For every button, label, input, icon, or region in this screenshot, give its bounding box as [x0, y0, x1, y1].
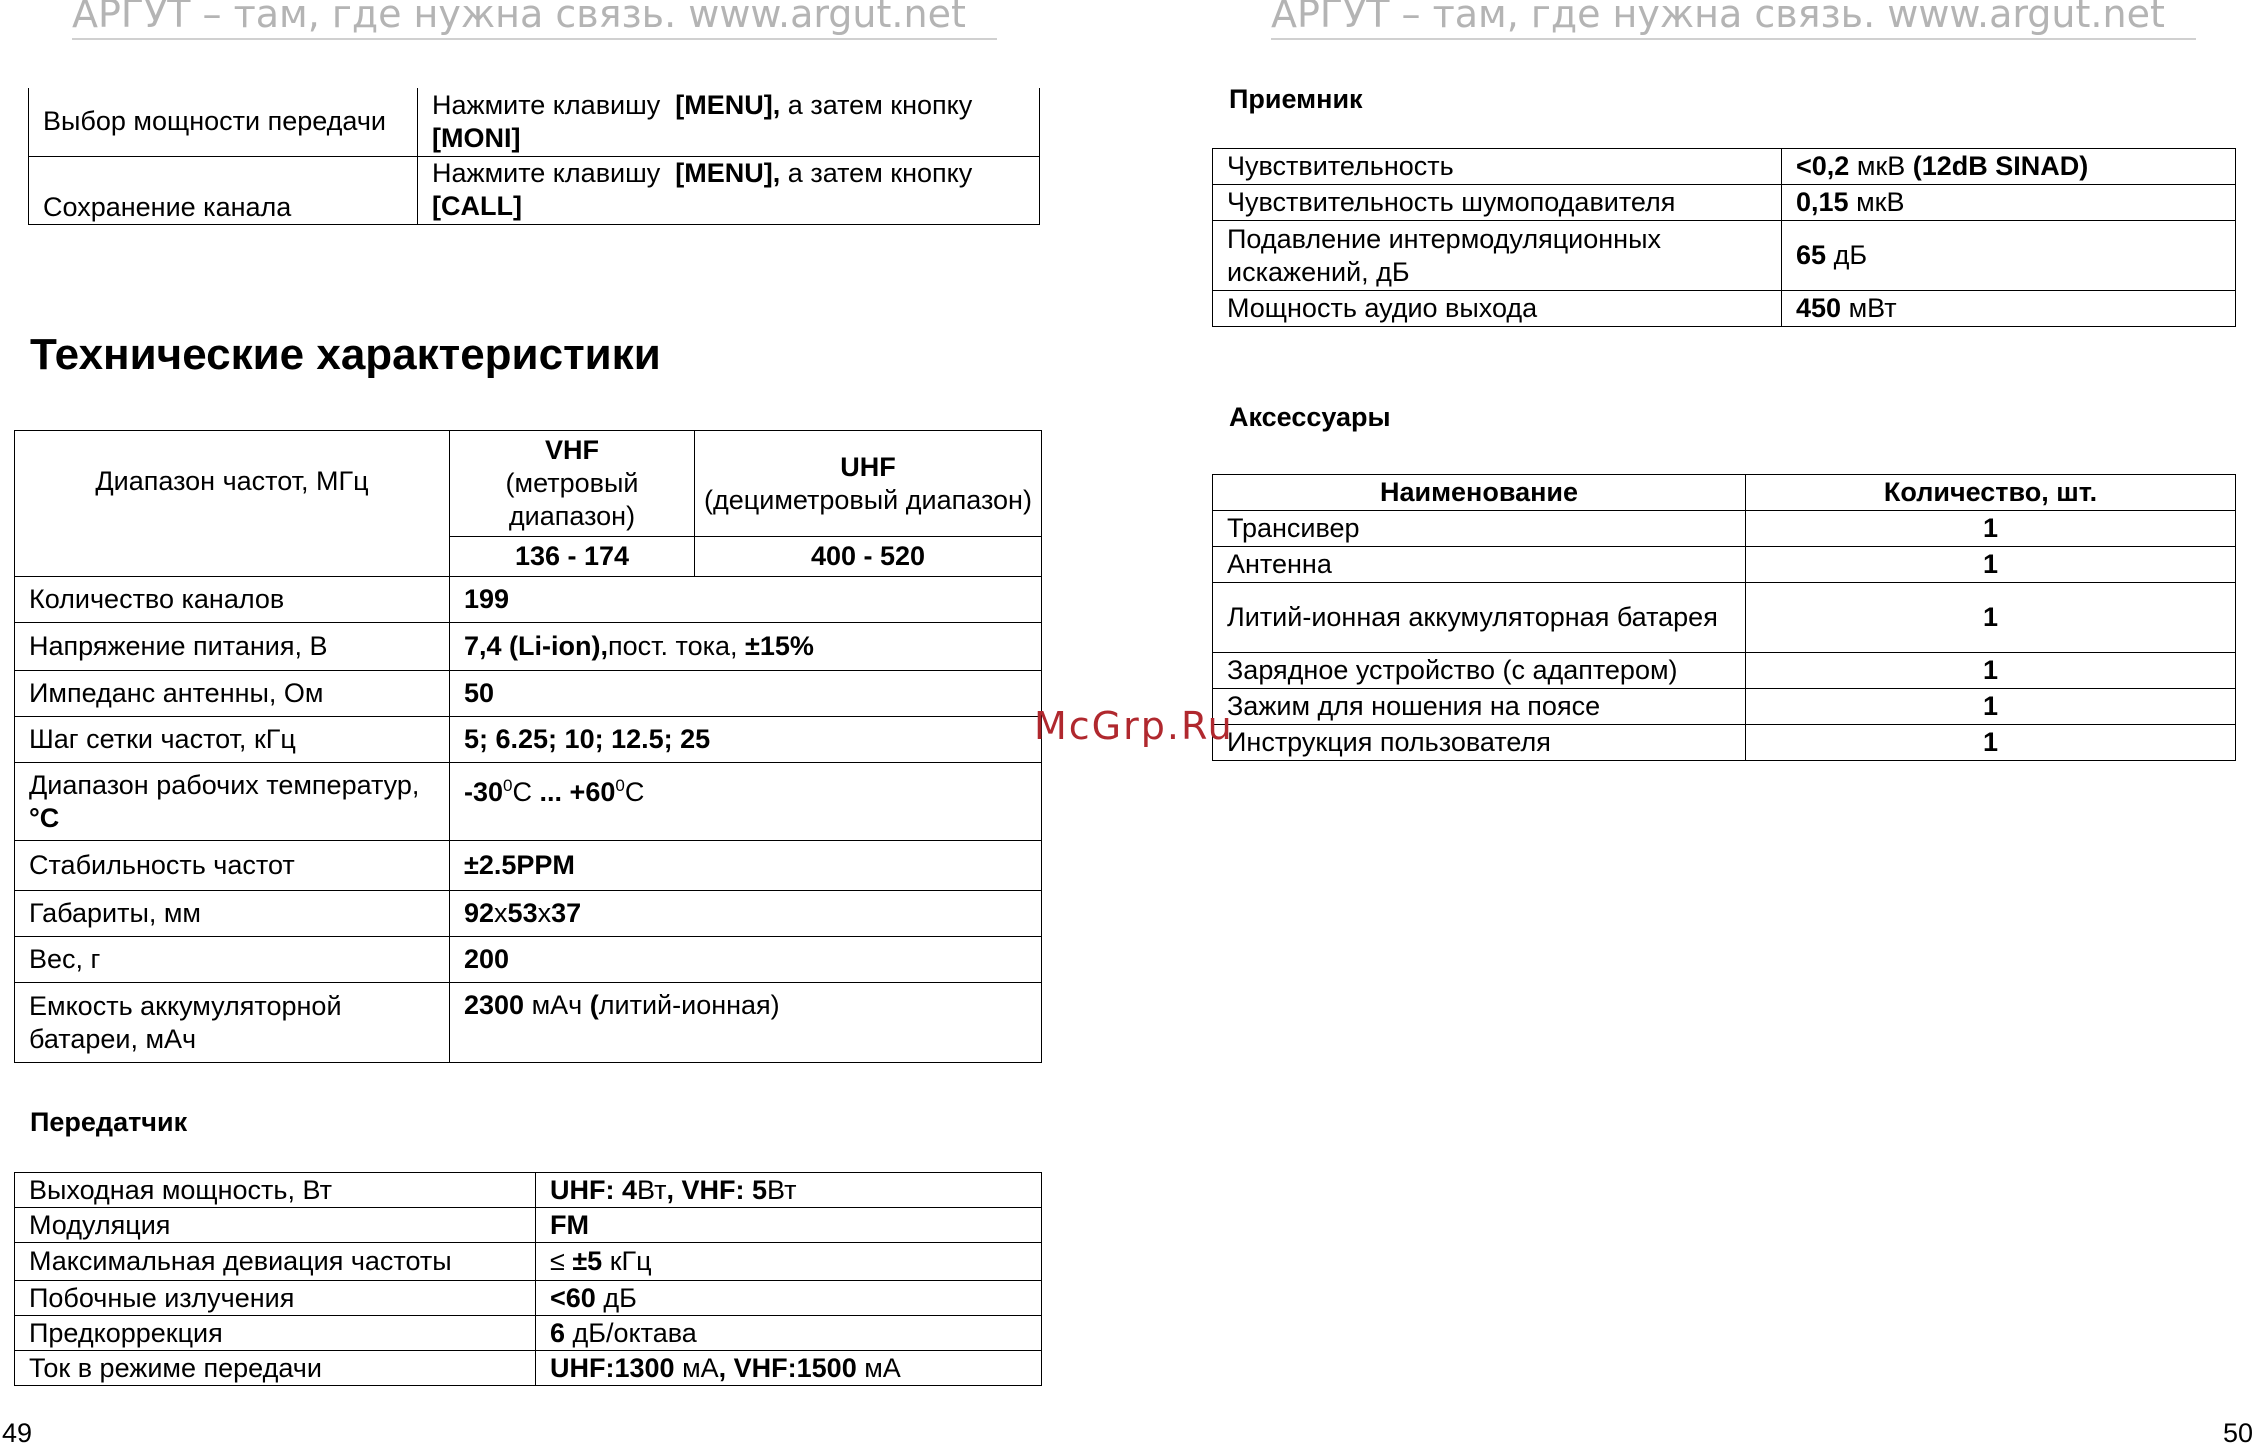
tx-label: Максимальная девиация частоты — [15, 1243, 536, 1281]
spec-value — [450, 623, 1042, 671]
spec-label: Количество каналов — [15, 577, 450, 623]
battery-desc: литий-ионная — [598, 990, 771, 1020]
unit: дБ — [603, 1282, 637, 1313]
vhf-header — [450, 431, 695, 537]
accessories-table — [1212, 474, 2236, 761]
col-header-qty: Количество, шт. — [1746, 475, 2236, 511]
unit: мВт — [1848, 293, 1897, 323]
degree-sign: 0 — [503, 776, 513, 795]
rx-title: Приемник — [1229, 84, 1363, 114]
acc-item-qty: 1 — [1746, 725, 2236, 761]
spec-label: Вес, г — [15, 937, 450, 983]
specs-table — [14, 430, 1042, 1063]
instruction-text: а затем кнопку — [787, 89, 973, 120]
uhf-name: UHF — [840, 451, 896, 482]
spec-label: Емкость аккумуляторной батареи, мАч — [15, 983, 450, 1063]
audio-value: 450 — [1796, 293, 1842, 323]
rx-value — [1782, 149, 2236, 185]
rx-value — [1782, 185, 2236, 221]
header-watermark: АРГУТ – там, где нужна связь. www.argut.net — [1271, 0, 2165, 36]
tx-label: Предкоррекция — [15, 1316, 536, 1351]
acc-item-qty: 1 — [1746, 583, 2236, 653]
specs-title: Технические характеристики — [30, 330, 661, 379]
spec-value: 5; 6.25; 10; 12.5; 25 — [450, 717, 1042, 763]
key-label: [MENU], — [675, 158, 781, 188]
acc-item-qty: 1 — [1746, 653, 2236, 689]
table-row-label: Выбор мощности передачи — [29, 88, 418, 156]
current-uhf: UHF:1300 — [550, 1352, 675, 1383]
preemphasis-value: 6 — [550, 1317, 566, 1348]
imd-value: 65 — [1796, 240, 1827, 270]
instruction-text: а затем кнопку — [787, 158, 973, 188]
spec-value: ±2.5PPM — [450, 841, 1042, 891]
spec-label: Шаг сетки частот, кГц — [15, 717, 450, 763]
temp-label: Диапазон рабочих температур, — [29, 770, 420, 800]
acc-item-name: Инструкция пользователя — [1213, 725, 1746, 761]
range-separator: ... — [539, 777, 563, 807]
unit: дБ/октава — [572, 1317, 697, 1348]
acc-item-qty: 1 — [1746, 511, 2236, 547]
tx-label: Выходная мощность, Вт — [15, 1173, 536, 1208]
spec-value: 200 — [450, 937, 1042, 983]
table-row-value — [418, 156, 1040, 224]
dim-sep: x — [494, 898, 508, 928]
dim-value: 53 — [507, 898, 538, 928]
sens-note: (12dB SINAD) — [1912, 151, 2089, 181]
celsius: С — [512, 777, 532, 807]
uhf-desc: (дециметровый диапазон) — [704, 484, 1032, 515]
rx-label: Мощность аудио выхода — [1213, 291, 1782, 327]
tx-value: UHF: 4Вт, VHF: 5Вт — [536, 1173, 1042, 1208]
battery-unit: мАч — [531, 990, 583, 1020]
acc-item-name: Зарядное устройство (с адаптером) — [1213, 653, 1746, 689]
sens-value: <0,2 — [1796, 151, 1850, 181]
tx-value: FM — [536, 1208, 1042, 1243]
squelch-value: 0,15 — [1796, 187, 1849, 217]
tx-value: UHF:1300 мА, VHF:1500 мА — [536, 1351, 1042, 1386]
spec-label: Напряжение питания, В — [15, 623, 450, 671]
acc-item-name: Литий-ионная аккумуляторная батарея — [1213, 583, 1746, 653]
spec-label: Стабильность частот — [15, 841, 450, 891]
temp-max: +60 — [569, 777, 616, 807]
uhf-range: 400 - 520 — [695, 537, 1042, 577]
tx-value — [536, 1316, 1042, 1351]
spec-value — [450, 891, 1042, 937]
unit: мкВ — [1856, 187, 1905, 217]
rx-table — [1212, 148, 2236, 327]
dim-sep: x — [537, 898, 552, 928]
tx-label: Побочные излучения — [15, 1281, 536, 1316]
header-underline — [1271, 38, 2196, 40]
key-label: [MENU], — [675, 89, 781, 120]
acc-item-name: Антенна — [1213, 547, 1746, 583]
uhf-header — [695, 431, 1042, 537]
col-header-name: Наименование — [1213, 475, 1746, 511]
degree-sign: 0 — [615, 776, 625, 795]
paren: ( — [589, 990, 599, 1020]
voltage-tolerance: ±15% — [745, 631, 814, 661]
tx-label: Ток в режиме передачи — [15, 1351, 536, 1386]
vhf-range: 136 - 174 — [450, 537, 695, 577]
table-row-label: Сохранение канала — [29, 156, 418, 224]
tx-title: Передатчик — [30, 1107, 188, 1137]
paren: ) — [770, 990, 780, 1020]
controls-table — [28, 88, 1040, 225]
temp-min: -30 — [464, 777, 504, 807]
spec-value: 50 — [450, 671, 1042, 717]
acc-item-name: Трансивер — [1213, 511, 1746, 547]
spec-value — [450, 983, 1042, 1063]
freq-range-label: Диапазон частот, МГц — [15, 431, 450, 577]
spurious-value: <60 — [550, 1282, 596, 1313]
spec-label — [15, 763, 450, 841]
vhf-desc: (метровый диапазон) — [505, 468, 639, 531]
spec-value: 199 — [450, 577, 1042, 623]
unit: Вт — [637, 1174, 667, 1205]
key-label: [CALL] — [432, 191, 522, 221]
unit: дБ — [1833, 240, 1868, 270]
tx-table — [14, 1172, 1042, 1386]
header-underline — [72, 38, 997, 40]
rx-label: Подавление интермодуляционных искажений, дБ — [1213, 221, 1782, 291]
unit: мкВ — [1856, 151, 1906, 181]
acc-item-qty: 1 — [1746, 547, 2236, 583]
acc-title: Аксессуары — [1229, 402, 1391, 432]
current-vhf: VHF:1500 — [733, 1352, 857, 1383]
page-number: 50 — [2222, 1418, 2253, 1448]
left-page — [0, 0, 1128, 1451]
tx-value — [536, 1281, 1042, 1316]
acc-item-name: Зажим для ношения на поясе — [1213, 689, 1746, 725]
rx-value — [1782, 291, 2236, 327]
instruction-text: Нажмите клавишу — [432, 158, 661, 188]
battery-value: 2300 — [464, 990, 525, 1020]
voltage-value: 7,4 (Li-ion), — [464, 631, 608, 661]
power-vhf: VHF: 5 — [681, 1174, 768, 1205]
rx-label: Чувствительность шумоподавителя — [1213, 185, 1782, 221]
temp-unit: °С — [29, 803, 60, 833]
tx-value — [536, 1243, 1042, 1281]
celsius: С — [624, 777, 645, 807]
le-sign: ≤ — [550, 1246, 565, 1276]
right-page — [1128, 0, 2257, 1451]
rx-value — [1782, 221, 2236, 291]
site-watermark: McGrp.Ru — [1034, 704, 1234, 748]
unit: Вт — [767, 1174, 797, 1205]
dim-value: 92 — [464, 898, 495, 928]
unit: мА — [682, 1352, 719, 1383]
tx-label: Модуляция — [15, 1208, 536, 1243]
unit: мА — [864, 1352, 901, 1383]
instruction-text: Нажмите клавишу — [432, 89, 661, 120]
vhf-name: VHF — [545, 435, 599, 465]
acc-item-qty: 1 — [1746, 689, 2236, 725]
power-uhf: UHF: 4 — [550, 1174, 637, 1205]
spec-label: Импеданс антенны, Ом — [15, 671, 450, 717]
spec-label: Габариты, мм — [15, 891, 450, 937]
unit: кГц — [609, 1246, 652, 1276]
table-row-value — [418, 88, 1040, 156]
spec-value — [450, 763, 1042, 841]
rx-label: Чувствительность — [1213, 149, 1782, 185]
dim-value: 37 — [551, 898, 582, 928]
voltage-type: пост. тока, — [608, 631, 738, 661]
key-label: [MONI] — [432, 122, 521, 153]
header-watermark: АРГУТ – там, где нужна связь. www.argut.net — [72, 0, 966, 36]
page-number: 49 — [2, 1418, 33, 1448]
deviation-value: ±5 — [572, 1246, 603, 1276]
